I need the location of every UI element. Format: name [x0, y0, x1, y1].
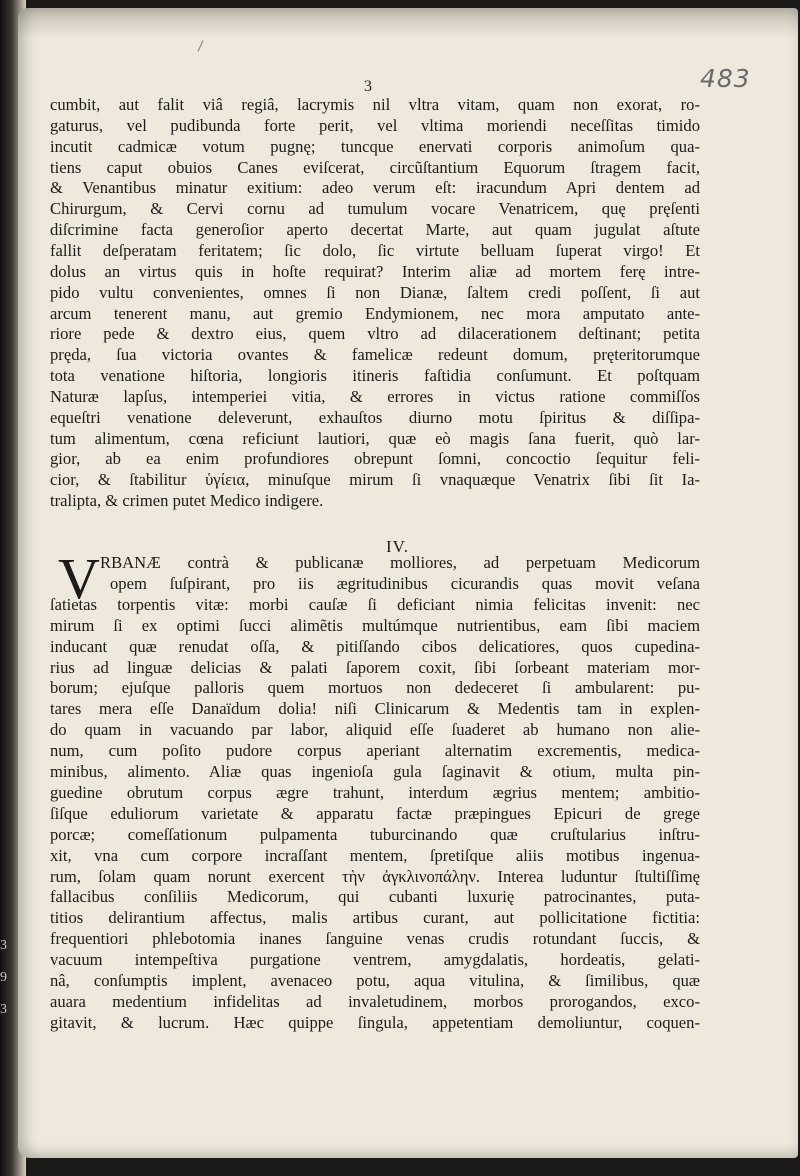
text-line: cior, & ſtabilitur ὑγίεια, minuſque mirum ſi vnaquæque Venatrix ſibi ſit Ia-: [50, 470, 700, 490]
text-line: tralipta, & crimen putet Medico indigere.: [50, 491, 324, 511]
text-line: mirum ſi ex optimi ſucci alimẽtis multúmque nutrientibus, eam ſibi maciem: [50, 615, 700, 635]
text-line: tota venatione hiſtoria, longioris itineris faſtidia conſumunt. Et poſtquam: [50, 366, 700, 386]
section-heading: IV.: [386, 537, 409, 556]
text-line: nâ, conſumptis implent, avenaceo potu, aqua vitulina, & ſimilibus, quæ: [50, 971, 700, 990]
text-line: cumbit, aut falit viâ regiâ, lacrymis nil vltra vitam, quam non exorat, ro-: [50, 95, 700, 114]
text-line: pido vultu convenientes, omnes ſi non Dianæ, ſaltem credi poſſent, ſi aut: [50, 282, 700, 302]
text-line: gaturus, vel pudibunda forte perit, vel vltima moriendi neceſſitas timido: [50, 115, 700, 135]
text-line: titios delirantium affectus, malis artibus curant, aut pollicitatione fictitia:: [50, 908, 700, 928]
text-line: porcæ; comeſſationum pulpamenta tuburcinando quæ cruſtularius inſtru-: [50, 824, 700, 844]
text-line: equeſtri venatione deleverunt, exhauſtos diurno motu ſpiritus & diſſipa-: [50, 407, 700, 427]
text-line: fallacibus conſiliis Medicorum, qui cubanti luxurię patrocinantes, puta-: [50, 887, 700, 907]
handwritten-page-number: 483: [700, 64, 751, 93]
facing-page-marks: [0, 930, 14, 1026]
text-line: tiens caput obuios Canes eviſcerat, circũſtantium Equorum ſtragem facit,: [50, 157, 700, 177]
page-shadow: [18, 8, 798, 38]
text-line: diſcrimine facta generoſior aperto decertat Marte, aut quam jugulat aſtute: [50, 220, 700, 240]
text-line: Naturæ lapſus, intemperiei vitia, & errores in victus ratione commiſſos: [50, 386, 700, 406]
text-line: auara medentium infidelitas ad invaletudinem, morbos prorogandos, exco-: [50, 991, 700, 1011]
text-line: frequentiori phlebotomia inanes ſanguine venas crudis rotundant ſuccis, &: [50, 929, 700, 949]
text-line: minibus, alimento. Aliæ quas ingenioſa gula ſaginavit & otium, multa pin-: [50, 762, 700, 781]
text-line: & Venantibus minatur exitium: adeo verum eſt: iracundum Apri dentem ad: [50, 178, 700, 198]
text-line: inducant quæ renudat oſſa, & pitiſſando cibos delicatiores, quos cupedina-: [50, 636, 700, 656]
text-line: guedine obrutum corpus ægre trahunt, interdum ægrius mentem; ambitio-: [50, 782, 700, 802]
text-line: tares mera eſſe Danaïdum dolia! niſi Clinicarum & Medentis tam in explen-: [50, 699, 700, 719]
text-line: incutit cadmicæ votum pugnę; tuncque enervati corporis animoſum qua-: [50, 136, 700, 156]
text-line: ſatietas torpentis vitæ: morbi cauſæ ſi deficiant nimia felicitas invenit: nec: [50, 594, 700, 614]
text-line: opem ſuſpirant, pro iis ægritudinibus cicurandis quas movit veſana: [110, 573, 700, 593]
drop-cap-initial: V: [58, 546, 100, 611]
text-line: borum; ejuſque palloris quem mortuos non dedeceret ſi ambularent: pu-: [50, 678, 700, 698]
text-line: riore pede & dextro eius, quem vltro ad dilacerationem deſtinant; petita: [50, 324, 700, 344]
facing-page-mark: 3: [0, 938, 7, 953]
page-number: 3: [364, 78, 372, 95]
text-line: gitavit, & lucrum. Hæc quippe ſingula, appetentiam demoliuntur, coquen-: [50, 1012, 700, 1032]
text-line: RBANÆ contrà & publicanæ molliores, ad perpetuam Medicorum: [100, 553, 700, 572]
text-line: gior, ab ea enim profundiores obrepunt ſomni, concoctio ſequitur feli-: [50, 449, 700, 469]
text-line: vacuum intempeſtiva purgatione ventrem, amygdalatis, hordeatis, gelati-: [50, 950, 700, 970]
text-line: tum alimentum, cœna reficiunt lautiori, quæ eò magis ſana fuerit, quò lar-: [50, 428, 700, 448]
text-line: arcum tenerent manu, aut gremio Endymionem, nec mora amputato ante-: [50, 303, 700, 323]
facing-page-mark: 9: [0, 970, 7, 985]
text-line: xit, vna cum corpore incraſſant mentem, ſpretiſque aliis motibus ingenua-: [50, 845, 700, 865]
text-line: num, cum poſito pudore corpus aperiant alternatim excrementis, medica-: [50, 741, 700, 761]
facing-page-mark: 3: [0, 1002, 7, 1017]
text-line: pręda, ſua victoria ovantes & famelicæ redeunt domum, pręteritorumque: [50, 345, 700, 365]
text-line: rius ad linguæ delicias & palati ſaporem coxit, ſibi ſorbeant materiam mor-: [50, 657, 700, 677]
text-line: do quam in vacuando par labor, aliquid eſſe ſuaderet ab humano non alie-: [50, 720, 700, 740]
text-line: Chirurgum, & Cervi cornu ad tumulum vocare Venatricem, quę pręſenti: [50, 199, 700, 219]
text-line: dolus an virtus quis in hoſte requirat? Interim aliæ ad mortem ferę intre-: [50, 261, 700, 281]
text-line: ſiſque eduliorum varietate & apparatu factæ præpingues Epicuri de grege: [50, 803, 700, 823]
text-line: rum, ſolam quam norunt exercent τὴν ἀγκλινοπάλην. Interea luduntur ſtultiſſimę: [50, 866, 700, 886]
text-line: fallit deſperatam feritatem; ſic dolo, ſic virtute belluam ſuperat virgo! Et: [50, 240, 700, 260]
